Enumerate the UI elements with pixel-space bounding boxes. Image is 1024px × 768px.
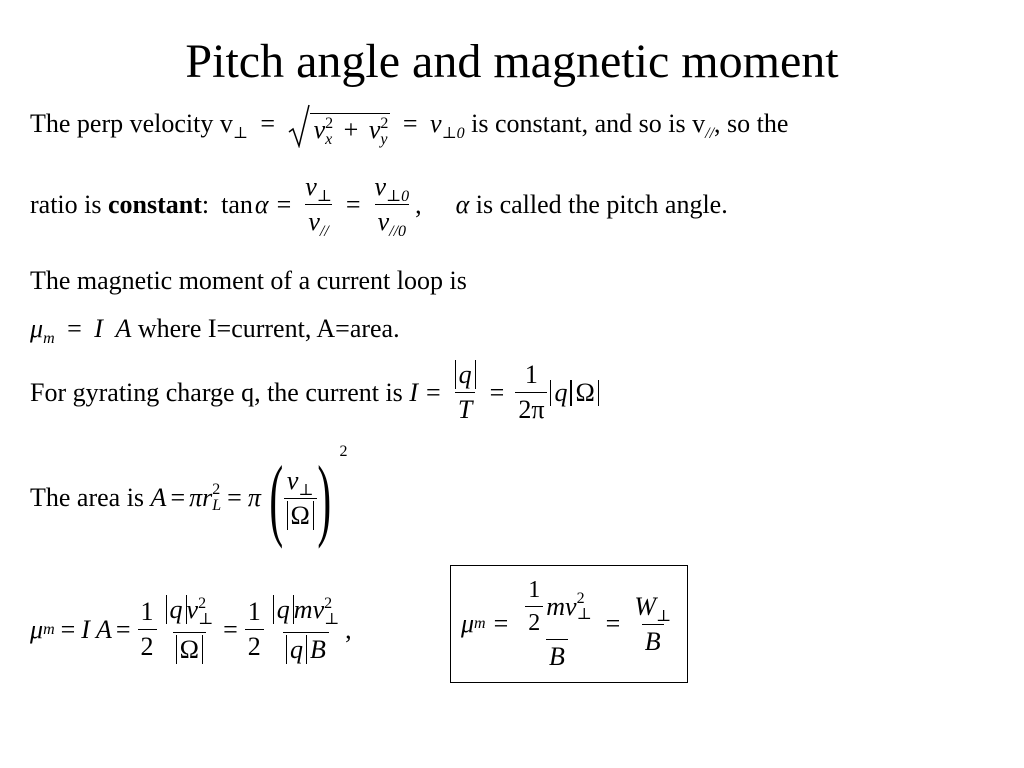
v-upright: v [219,108,233,138]
line1-text-a: The perp velocity [30,108,220,138]
alpha-symbol: α [254,189,269,219]
slide-title: Pitch angle and magnetic moment [185,35,839,88]
v-over-omega-fraction: $\frac{v_\perp}{\Omega}$ [284,468,317,529]
boxed-result: μ m = $\frac{1}{2}$ mv 2 ⊥ B = $\frac{W_\perp}{B}$ [450,565,688,683]
magnetic-moment-intro: The magnetic moment of a current loop is [30,266,467,295]
equals-sign: = [260,108,276,138]
current-line: For gyrating charge q, the current is I = $\frac{q}{T}$ = $\frac{1}{2\pi}$ q Ω [30,362,599,423]
half-fraction-2: $\frac{1}{2}$ [245,599,264,660]
v-perp-zero: v [430,108,442,138]
pitch-angle-text: is called the pitch angle. [469,189,728,219]
area-line: The area is A = π r 2 L = π ( $\frac{v_\perp}{\Omega}$ ) 2 [30,443,348,549]
vy: v [368,114,381,144]
half-mv2-over-B-fraction: $\frac{1}{2}$ mv 2 ⊥ B [519,578,594,670]
perp-sub: ⊥ [232,124,248,142]
line1-text-b: is constant, and so is [471,108,693,138]
left-paren: ( [269,447,284,549]
v0-ratio-fraction: $\frac{v_{\perp 0}}{v_{//0}}$ [374,172,410,240]
one-over-2pi-fraction: $\frac{1}{2\pi}$ [515,362,547,423]
sqrt-expression: v 2 x + v 2 y [288,104,391,148]
q-over-T-fraction: $\frac{q}{T}$ [452,362,479,423]
qmv2-over-qB-fraction: q mv 2 ⊥ q B [270,596,342,663]
vx: v [313,114,326,144]
v-ratio-fraction: $\frac{v_\perp}{v_{//}}$ [305,172,332,240]
qv2-over-omega-fraction: q v 2 ⊥ Ω [163,596,217,663]
line1-text-c: so the [727,108,789,138]
mu-derivation-line: μ m = I A = $\frac{1}{2}$ q v 2 ⊥ Ω = $\frac{1}{2}$ q mv 2 ⊥ q B , [30,594,352,664]
sqrt-sign [288,104,310,148]
constant-bold: constant [108,189,202,219]
mu-definition-line: $\mu_m = I$ A where I=current, A=area. [30,314,400,347]
perp-velocity-line: The perp velocity $v_\perp$ = v 2 x + v 2 y = $v_{\perp 0}$ is constant, and so is $v_{//}$, so the [30,104,788,148]
pitch-ratio-line: ratio is constant : tan α = $\frac{v_\perp}{v_{//}}$ = $\frac{v_{\perp 0}}{v_{//0}}$ , α is called the pitch angle. [30,172,728,240]
half-fraction-1: $\frac{1}{2}$ [138,599,157,660]
right-paren: ) [317,447,332,549]
W-over-B-fraction: $\frac{W_\perp}{B}$ [634,591,672,656]
